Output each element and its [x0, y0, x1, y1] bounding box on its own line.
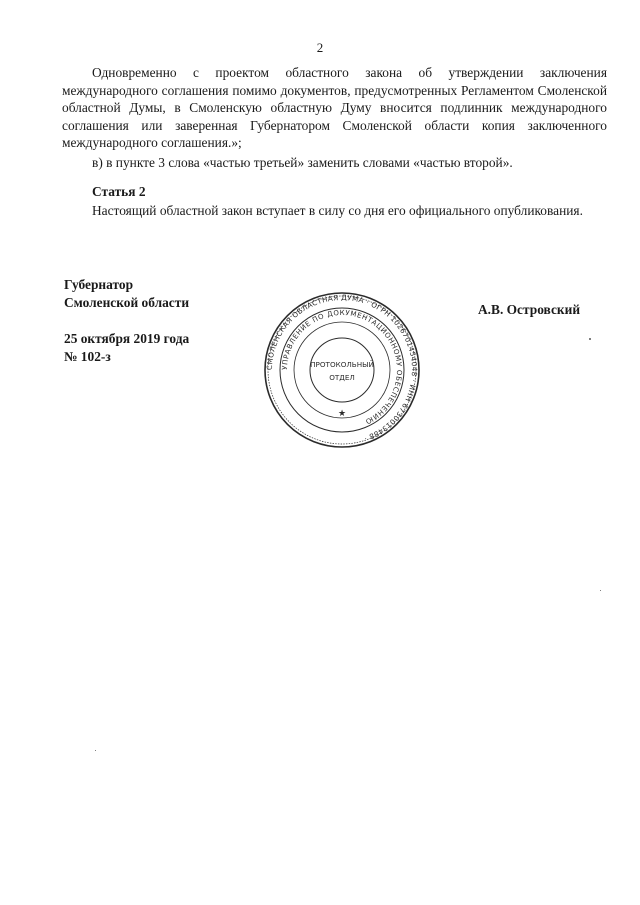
stamp-inner-text: УПРАВЛЕНИЕ ПО ДОКУМЕНТАЦИОННОМУ ОБЕСПЕЧЕНИЮ — [280, 308, 404, 426]
scan-speck — [600, 590, 601, 591]
paragraph-text: Одновременно с проектом областного закона об утверждении заключения международного соглашения помимо документов, предусмотренных Регламентом Смоленской областной Думы, в Смоленскую областную Думу вносится подлинник международного соглашения или заверенная Губернатором Смоленской области копия заключенного международного соглашения.»; — [62, 65, 607, 150]
paragraph-entry-into-force — [62, 202, 607, 220]
signature-name: А.В. Островский — [478, 302, 581, 317]
scan-speck — [95, 750, 96, 751]
signature-role — [64, 276, 189, 312]
paragraph-amendment-point-3 — [62, 154, 607, 172]
signature-role-line1: Губернатор — [64, 277, 134, 292]
paragraph-text: Настоящий областной закон вступает в силу со дня его официального опубликования. — [92, 203, 583, 218]
signature-date: 25 октября 2019 года — [64, 331, 190, 346]
stamp-outer-text: СМОЛЕНСКАЯ ОБЛАСТНАЯ ДУМА · ОГРН 1026701454048 · ИНН 6730013488 · — [264, 292, 420, 444]
paragraph-international-agreement — [62, 64, 607, 152]
signature-number: № 102-з — [64, 349, 111, 364]
stamp-star-icon: ★ — [337, 409, 347, 419]
page-number: 2 — [316, 40, 324, 55]
scan-speck — [589, 338, 591, 340]
signature-date-block — [64, 330, 189, 366]
signature-role-line2: Смоленской области — [64, 295, 190, 310]
official-seal-stamp — [262, 290, 422, 450]
stamp-center-line1: ПРОТОКОЛЬНЫЙ — [310, 360, 374, 369]
stamp-center-line2: ОТДЕЛ — [329, 373, 355, 382]
paragraph-text: в) в пункте 3 слова «частью третьей» заменить словами «частью второй». — [92, 155, 513, 170]
article-title: Статья 2 — [92, 184, 146, 199]
